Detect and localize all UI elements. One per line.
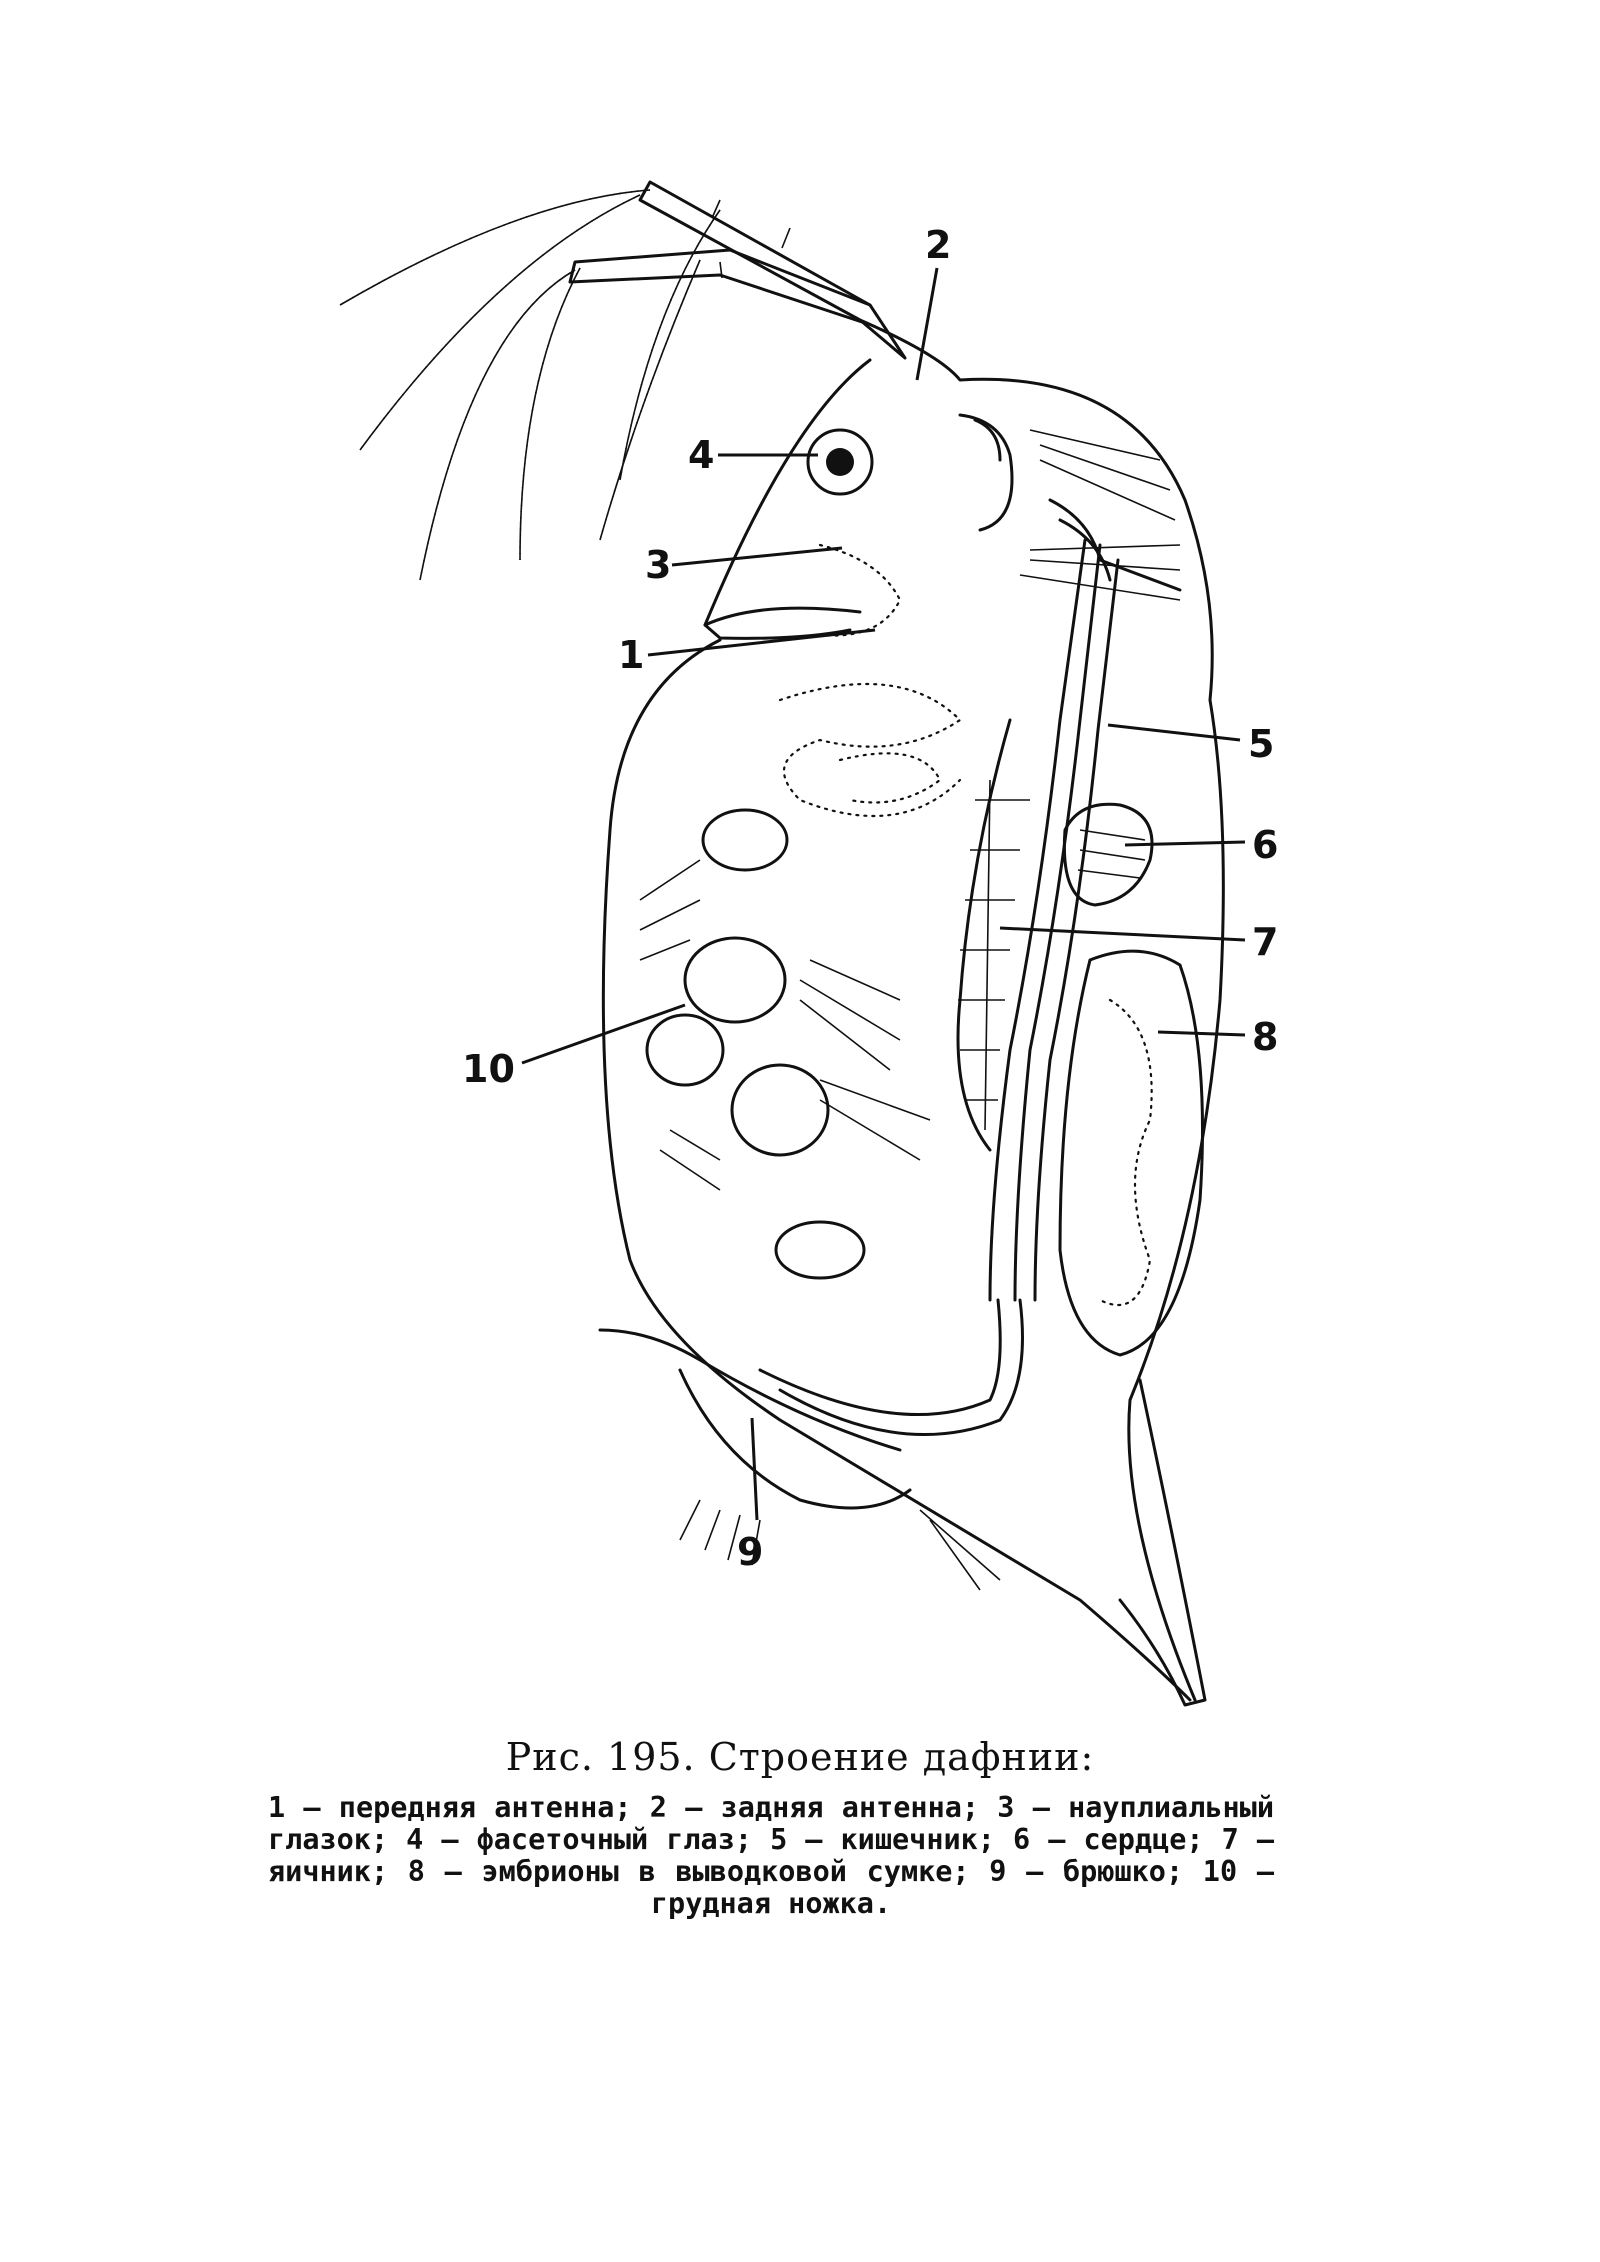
ovary-drawing [958, 720, 1030, 1150]
label-7: 7 [1252, 920, 1279, 964]
label-6: 6 [1252, 823, 1279, 867]
leader-line-5 [1108, 725, 1240, 740]
leader-line-6 [1125, 842, 1245, 845]
leader-line-1 [648, 630, 875, 655]
leader-line-3 [672, 548, 842, 565]
leader-line-8 [1158, 1032, 1245, 1035]
label-5: 5 [1248, 722, 1275, 766]
figure-caption-title: Рис. 195. Строение дафнии: [505, 1735, 1095, 1779]
label-4: 4 [688, 433, 715, 477]
label-2: 2 [925, 223, 952, 267]
second-antenna-drawing [340, 182, 905, 580]
label-10: 10 [462, 1047, 515, 1091]
intestine-drawing [760, 540, 1118, 1435]
abdomen-drawing [600, 1330, 1000, 1590]
label-1: 1 [618, 633, 645, 677]
figure-caption-legend: 1 — передняя антенна; 2 — задняя антенна; 3 — науплиальный глазок; 4 — фасеточный глаз; 5 — кишечник; 6 — сердце; 7 — яичник; 8 — эмбрионы в выводковой сумке; 9 — брюшко; 10 — грудная ножка. [268, 1791, 1274, 1920]
leader-line-2 [917, 268, 937, 380]
label-9: 9 [737, 1530, 764, 1574]
carapace-drawing [603, 640, 1223, 1705]
head-drawing [705, 320, 1212, 700]
leader-line-7 [1000, 928, 1245, 940]
figure-labels [462, 223, 1278, 1574]
label-3: 3 [645, 543, 672, 587]
label-8: 8 [1252, 1015, 1279, 1059]
embryos-drawing [1060, 951, 1203, 1355]
thoracic-legs-drawing [640, 810, 930, 1278]
